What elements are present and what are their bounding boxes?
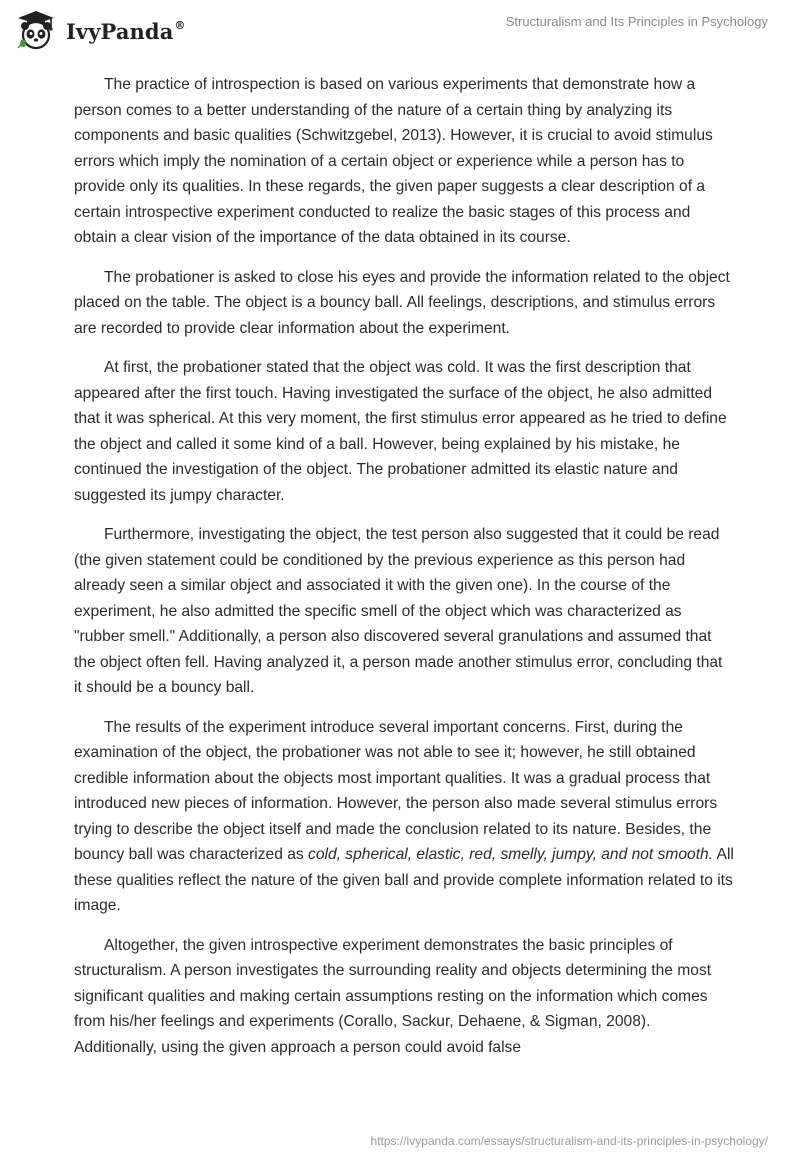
brand-name-text: IvyPanda [66,18,174,44]
paragraph-first-observations: At first, the probationer stated that the object was cold. It was the first description that appeared after the first touch. Having investigated the surface of the object, he also admitted that it was spherical. At this very moment, the first stimulus error appeared as he tried to define the object and called it some kind of a ball. However, being explained by his mistake, he continued the investigation of the object. The probationer admitted its elastic nature and suggested its jumpy character. [74,359,727,504]
paragraph-further-observations: Furthermore, investigating the object, the test person also suggested that it could be read (the given statement could be conditioned by the previous experience as this person had already seen a similar object and associated it with the given one). In the course of the experiment, he also admitted the specific smell of the object which was characterized as "rubber smell." Additionally, a person also discovered several granulations and assumed that the object often fell. Having analyzed it, a person made another stimulus error, concluding that it should be a bouncy ball. [74,526,723,696]
registered-mark: ® [174,18,186,32]
paragraph-procedure: The probationer is asked to close his eyes and provide the information related to the object placed on the table. The object is a bouncy ball. All feelings, descriptions, and stimulus errors are recorded to provide clear information about the experiment. [74,268,730,337]
results-text-before: The results of the experiment introduce several important concerns. First, during the examination of the object, the probationer was not able to see it; however, he still obtained credible information about the objects most important qualities. It was a gradual process that introduced new pieces of information. However, the person also made several stimulus errors trying to describe the object itself and made the conclusion related to its nature. Besides, the bouncy ball was characterized as [74,718,718,863]
paragraph-results [74,715,734,919]
results-qualities-emphasis: cold, spherical, elastic, red, smelly, jumpy, and not smooth. [308,846,714,863]
paragraph-introspection: The practice of introspection is based on various experiments that demonstrate how a person comes to a better understanding of the nature of a certain thing by analyzing its components and basic qualities (Schwitzgebel, 2013). However, it is crucial to avoid stimulus errors which imply the nomination of a certain object or experience while a person has to provide only its qualities. In these regards, the given paper suggests a clear description of a certain introspective experiment conducted to realize the basic stages of this process and obtain a clear vision of the importance of the data obtained in its course. [74,76,713,246]
source-url-link[interactable]: https://ivypanda.com/essays/structuralism-and-its-principles-in-psychology/ [370,1134,768,1148]
results-text-after: All these qualities reflect the nature of the given ball and provide complete information related to its image. [74,846,734,914]
brand-name [66,19,186,44]
ivypanda-logo[interactable] [14,8,186,52]
page-header [0,0,800,60]
essay-body [74,72,734,1074]
paragraph-conclusion: Altogether, the given introspective experiment demonstrates the basic principles of structuralism. A person investigates the surrounding reality and objects determining the most significant qualities and making certain assumptions resting on the information which comes from his/her feelings and experiments (Corallo, Sackur, Dehaene, & Sigman, 2008). Additionally, using the given approach a person could avoid false [74,936,712,1056]
document-title: Structuralism and Its Principles in Psychology [505,14,768,29]
panda-graduate-logo-icon [14,8,58,52]
